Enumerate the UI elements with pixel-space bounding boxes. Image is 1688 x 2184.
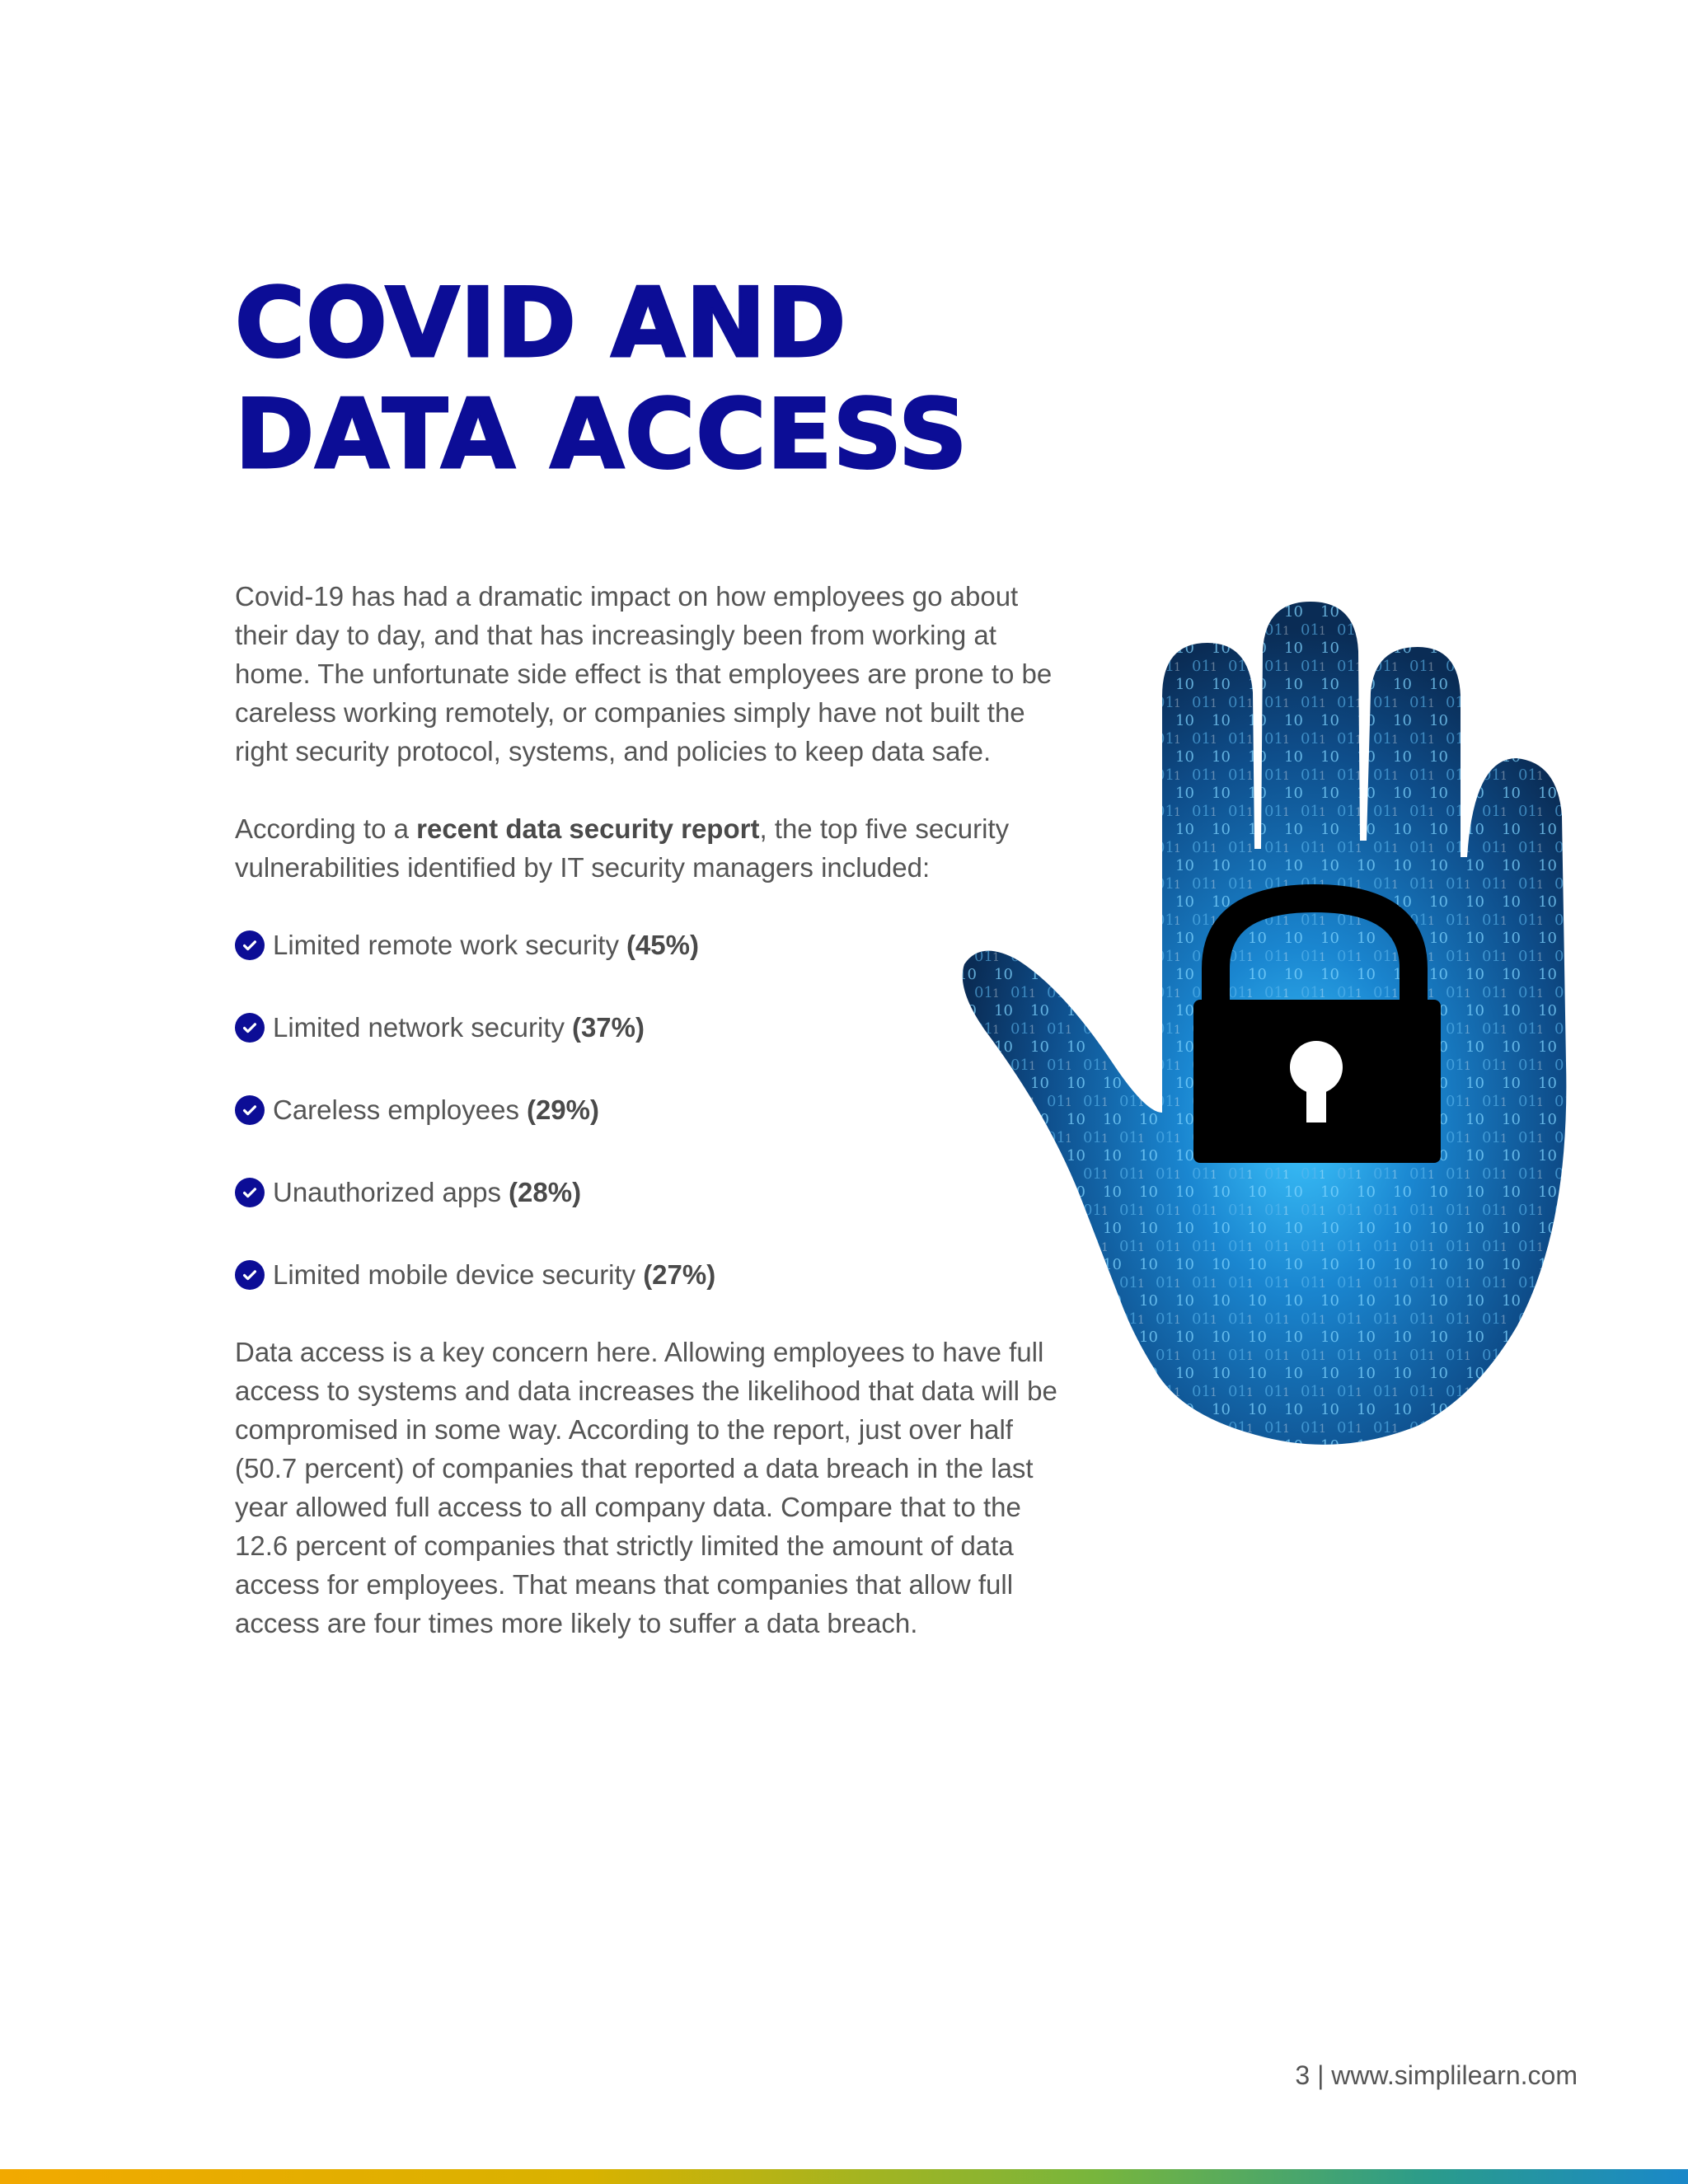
checkmark-icon (235, 1260, 265, 1290)
vulnerability-list (235, 926, 1076, 1294)
gradient-footer-bar (0, 2169, 1688, 2184)
page-title-line-2: DATA ACCESS (235, 379, 968, 490)
list-item (235, 1255, 1076, 1294)
report-text-after: , the top five security vulnerabilities identified by IT security managers included: (235, 813, 1010, 883)
checkmark-icon (235, 1178, 265, 1207)
report-text-before: According to a (235, 813, 417, 844)
list-item (235, 1173, 1076, 1212)
conclusion-paragraph: Data access is a key concern here. Allowing employees to have full access to systems and data increases the likelihood that data will be compromised in some way. According to the report, just over half (50.7 percent) of companies that reported a data breach in the last year allowed full access to all company data. Compare that to the 12.6 percent of companies that strictly limited the amount of data access for employees. That means that companies that allow full access are four times more likely to suffer a data breach. (235, 1337, 1057, 1638)
vulnerability-label: Careless employees (273, 1094, 519, 1125)
vulnerability-percent: (27%) (643, 1259, 716, 1290)
list-item (235, 1090, 1076, 1129)
hand-with-padlock-icon (956, 602, 1582, 1492)
vulnerability-percent: (28%) (509, 1177, 582, 1207)
vulnerability-percent: (29%) (526, 1094, 599, 1125)
page-title (235, 268, 968, 490)
list-item (235, 926, 1076, 964)
report-paragraph (235, 809, 1076, 887)
intro-paragraph: Covid-19 has had a dramatic impact on how employees go about their day to day, and that has increasingly been from working at home. The unfortunate side effect is that employees are prone to be careless working remotely, or companies simply have not built the right security protocol, systems, and policies to keep data safe. (235, 581, 1053, 766)
vulnerability-percent: (45%) (626, 930, 699, 960)
vulnerability-label: Limited remote work security (273, 930, 619, 960)
list-item (235, 1008, 1076, 1047)
page-footer: 3 | www.simplilearn.com (1295, 2060, 1578, 2090)
checkmark-icon (235, 1013, 265, 1043)
page-title-line-1: COVID AND (235, 268, 847, 379)
vulnerability-label: Limited network security (273, 1012, 565, 1043)
vulnerability-label: Limited mobile device security (273, 1259, 636, 1290)
report-link-text: recent data security report (416, 813, 760, 844)
body-content (235, 577, 1076, 1643)
checkmark-icon (235, 1095, 265, 1125)
checkmark-icon (235, 930, 265, 960)
vulnerability-percent: (37%) (571, 1012, 645, 1043)
vulnerability-label: Unauthorized apps (273, 1177, 502, 1207)
